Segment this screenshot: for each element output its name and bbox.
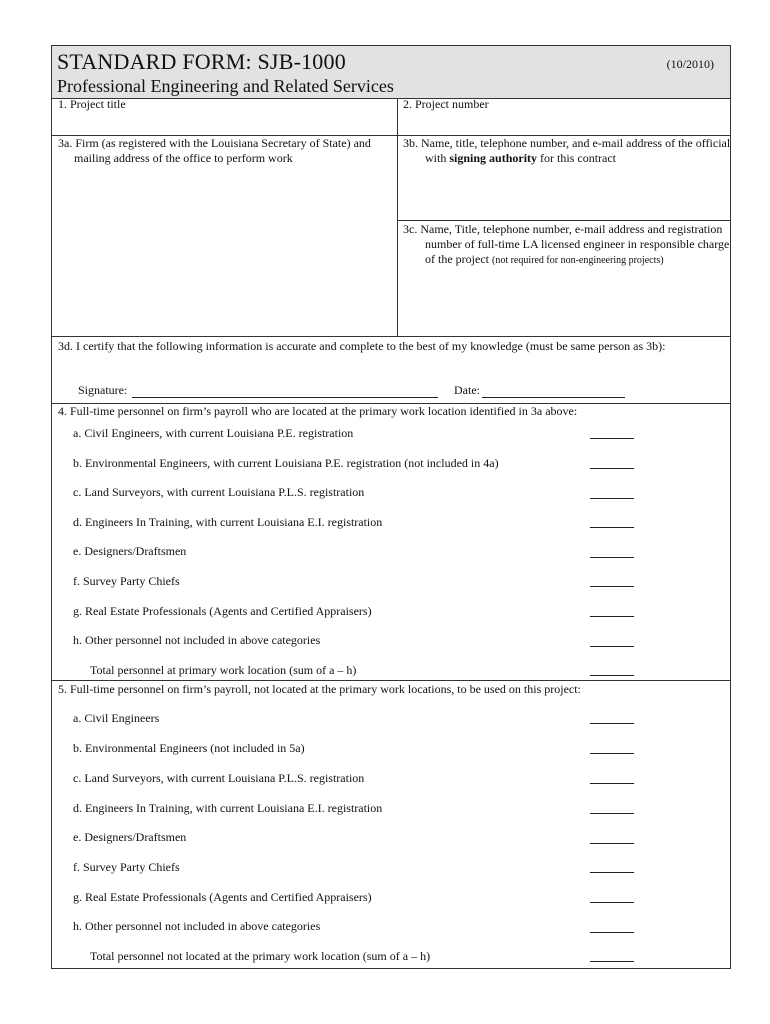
section-4-item-a: a. Civil Engineers, with current Louisiana P.E. registration [73,426,354,440]
certification-statement: 3d. I certify that the following information is accurate and complete to the best of my knowledge (must be same person as 3b): [58,339,666,353]
row-divider-3d [52,336,730,337]
section-4-item-c: c. Land Surveyors, with current Louisiana P.L.S. registration [73,485,365,499]
section-5-item-h: h. Other personnel not included in above categories [73,919,321,933]
section-5-item-b: b. Environmental Engineers (not included in 5a) [73,741,305,755]
section-5-blank-d[interactable] [590,813,634,814]
signing-authority-bold: signing authority [449,151,538,165]
section-4-blank-a[interactable] [590,438,634,439]
section-5-blank-b[interactable] [590,753,634,754]
section-4-item-e: e. Designers/Draftsmen [73,544,187,558]
section-5-blank-c[interactable] [590,783,634,784]
responsible-engineer-text: 3c. Name, Title, telephone number, e-mail address and registration number of full-time LA licensed engineer in responsible charge of the project [403,222,730,266]
section-5-blank-a[interactable] [590,723,634,724]
form-subtitle: Professional Engineering and Related Services [57,76,394,96]
project-number-label: 2. Project number [403,97,489,111]
signing-authority-text-2: for this contract [537,151,617,165]
section-5-total: Total personnel not located at the primary work location (sum of a – h) [90,949,431,963]
section-4-total: Total personnel at primary work location (sum of a – h) [90,663,357,677]
section-4-item-h: h. Other personnel not included in above categories [73,633,321,647]
section-5-item-e: e. Designers/Draftsmen [73,830,187,844]
responsible-engineer-note: (not required for non-engineering projects) [491,255,664,266]
form-title: STANDARD FORM: SJB-1000 [57,49,346,74]
section-4-blank-d[interactable] [590,527,634,528]
section-5-item-c: c. Land Surveyors, with current Louisiana P.L.S. registration [73,771,365,785]
section-4-item-d: d. Engineers In Training, with current Louisiana E.I. registration [73,515,383,529]
standard-form-sjb-1000 [51,45,731,969]
section-5-item-g: g. Real Estate Professionals (Agents and Certified Appraisers) [73,890,372,904]
signature-label: Signature: [78,383,128,397]
section-4-blank-g[interactable] [590,616,634,617]
section-4-blank-h[interactable] [590,646,634,647]
section-4-blank-f[interactable] [590,586,634,587]
section-5-item-a: a. Civil Engineers [73,711,160,725]
section-4-heading: 4. Full-time personnel on firm’s payroll who are located at the primary work location identified in 3a above: [58,404,578,418]
signing-authority-label [403,136,741,166]
section-4-blank-b[interactable] [590,468,634,469]
section-5-heading: 5. Full-time personnel on firm’s payroll, not located at the primary work locations, to be used on this project: [58,682,581,696]
section-4-blank-total[interactable] [590,675,634,676]
responsible-engineer-label [403,222,741,268]
row-divider-3c [397,220,730,221]
section-4-item-b: b. Environmental Engineers, with current Louisiana P.E. registration (not included in 4a) [73,456,499,470]
firm-address-label: 3a. Firm (as registered with the Louisiana Secretary of State) and mailing address of the office to perform work [58,136,371,165]
section-5-blank-e[interactable] [590,843,634,844]
section-4-blank-c[interactable] [590,498,634,499]
project-title-label: 1. Project title [58,97,126,111]
section-5-blank-h[interactable] [590,932,634,933]
section-4-blank-e[interactable] [590,557,634,558]
section-5-blank-f[interactable] [590,872,634,873]
section-4-item-f: f. Survey Party Chiefs [73,574,180,588]
section-4-item-g: g. Real Estate Professionals (Agents and Certified Appraisers) [73,604,372,618]
date-line[interactable] [482,397,625,398]
date-label: Date: [454,383,480,397]
signing-authority-text-1: 3b. Name, title, telephone number, and e-mail address of the official with [403,136,731,165]
form-header [52,46,730,99]
row-divider-5 [52,680,730,681]
section-5-blank-g[interactable] [590,902,634,903]
section-5-blank-total[interactable] [590,961,634,962]
form-revision-date: (10/2010) [666,57,714,71]
section-5-item-f: f. Survey Party Chiefs [73,860,180,874]
signature-line[interactable] [132,397,438,398]
section-5-item-d: d. Engineers In Training, with current Louisiana E.I. registration [73,801,383,815]
column-divider [397,98,398,336]
